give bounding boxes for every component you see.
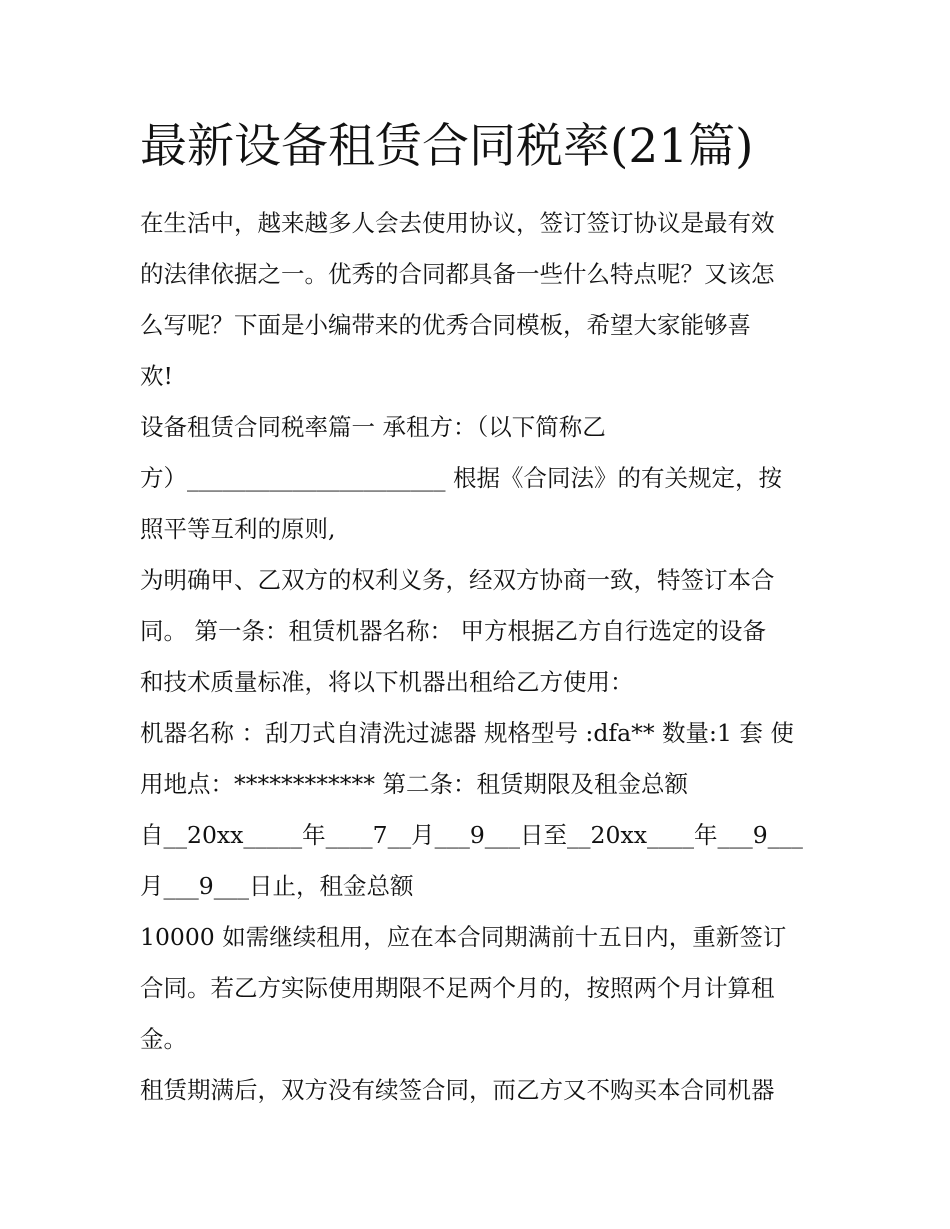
body-line: 机器名称 ：刮刀式自清洗过滤器 规格型号 :dfa** 数量:1 套 使 (140, 719, 794, 747)
body-line: 用地点：************ 第二条：租赁期限及租金总额 (140, 770, 688, 798)
body-line: 月___9___日止，租金总额 (140, 872, 414, 900)
body-line: 的法律依据之一。优秀的合同都具备一些什么特点呢？又该怎 (140, 260, 775, 288)
body-line: 金。 (140, 1025, 187, 1053)
document-body (140, 198, 820, 1116)
body-line: 自__20xx_____年____7__月___9___日至__20xx____年___9___ (140, 821, 803, 849)
document-title: 最新设备租赁合同税率(21篇) (140, 119, 754, 174)
body-line: 照平等互利的原则, (140, 515, 336, 543)
body-line: 同。 第一条：租赁机器名称： 甲方根据乙方自行选定的设备 (140, 617, 766, 645)
body-line: 和技术质量标准，将以下机器出租给乙方使用： (140, 668, 634, 696)
body-line: 方）______________________ 根据《合同法》的有关规定，按 (140, 464, 782, 492)
body-line: 为明确甲、乙双方的权利义务，经双方协商一致，特签订本合 (140, 566, 775, 594)
body-line: 10000 如需继续租用，应在本合同期满前十五日内，重新签订 (140, 923, 787, 951)
body-line: 欢! (140, 362, 173, 390)
body-line: 合同。若乙方实际使用期限不足两个月的，按照两个月计算租 (140, 974, 775, 1002)
body-line: 么写呢？下面是小编带来的优秀合同模板，希望大家能够喜 (140, 311, 751, 339)
body-line: 设备租赁合同税率篇一 承租方：（以下简称乙 (140, 413, 606, 441)
body-line: 在生活中，越来越多人会去使用协议，签订签订协议是最有效 (140, 209, 775, 237)
body-line: 租赁期满后，双方没有续签合同，而乙方又不购买本合同机器 (140, 1076, 775, 1104)
